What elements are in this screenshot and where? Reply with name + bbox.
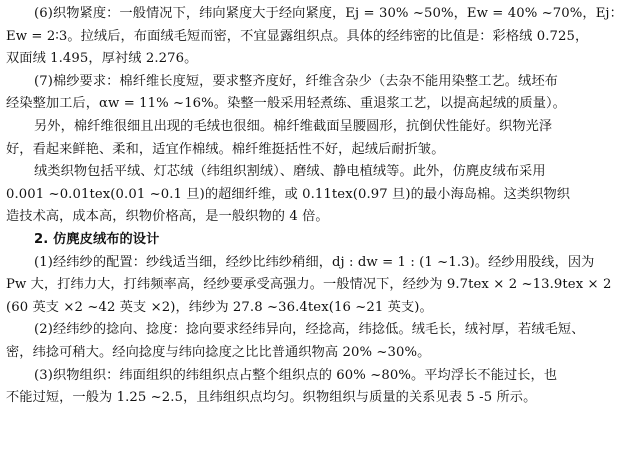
text-line: 0.001 ~0.01tex(0.01 ~0.1 旦)的超细纤维，或 0.11tex(0.97 旦)的最小海岛棉。这类织物织 [6, 186, 571, 202]
text-line: (2)经纬纱的捻向、捻度：捻向要求经纬异向，经捻高，纬捻低。绒毛长，绒衬厚，若绒毛短、 [34, 322, 585, 338]
text-line: (1)经纬纱的配置：纱线适当细，经纱比纬纱稍细，dj : dw = 1 : (1 ~1.3)。经纱用股线，因为 [34, 254, 595, 270]
text-line: 经染整加工后，αw = 11% ~16%。染整一般采用轻煮练、重退浆工艺，以提高起绒的质量）。 [6, 96, 566, 112]
text-line: (7)棉纱要求：棉纤维长度短，要求整齐度好，纤维含杂少（去杂不能用染整工艺。绒坯布 [34, 73, 558, 89]
text-line: Pw 大，打纬力大，打纬频率高，经纱要承受高强力。一般情况下，经纱为 9.7tex × 2 ~13.9tex × 2 [6, 277, 612, 293]
section-heading: 2. 仿麂皮绒布的设计 [34, 231, 160, 247]
text-line: 双面绒 1.495，厚衬绒 2.276。 [6, 51, 198, 67]
text-line: Ew = 2∶3。拉绒后，布面绒毛短而密，不宜显露组织点。具体的经纬密的比值是：彩格绒 0.725， [6, 28, 589, 44]
text-line: 好，看起来鲜艳、柔和，适宜作棉绒。棉纤维挺括性不好，起绒后耐折皱。 [6, 141, 445, 157]
text-line: 密，纬捻可稍大。经向捻度与纬向捻度之比比普通织物高 20% ~30%。 [6, 344, 431, 360]
text-line: 绒类织物包括平绒、灯芯绒（纬组织割绒）、磨绒、静电植绒等。此外，仿麂皮绒布采用 [34, 164, 546, 180]
text-line: (60 英支 ×2 ~42 英支 ×2)，纬纱为 27.8 ~36.4tex(16 ~21 英支)。 [6, 299, 433, 315]
text-line: (6)织物紧度：一般情况下，纬向紧度大于经向紧度，Ej = 30% ~50%，Ew = 40% ~70%，Ej： [34, 6, 623, 21]
text-line: 不能过短，一般为 1.25 ~2.5，且纬组织点均匀。织物组织与质量的关系见表 5 -5 所示。 [6, 390, 537, 406]
text-line: 另外，棉纤维很细且出现的毛绒也很细。棉纤维截面呈腰圆形，抗倒伏性能好。织物光泽 [34, 118, 553, 134]
text-line: 造技术高，成本高，织物价格高，是一般织物的 4 倍。 [6, 209, 329, 225]
text-line: (3)织物组织：纬面组织的纬组织点占整个组织点的 60% ~80%。平均浮长不能过长，也 [34, 367, 558, 383]
